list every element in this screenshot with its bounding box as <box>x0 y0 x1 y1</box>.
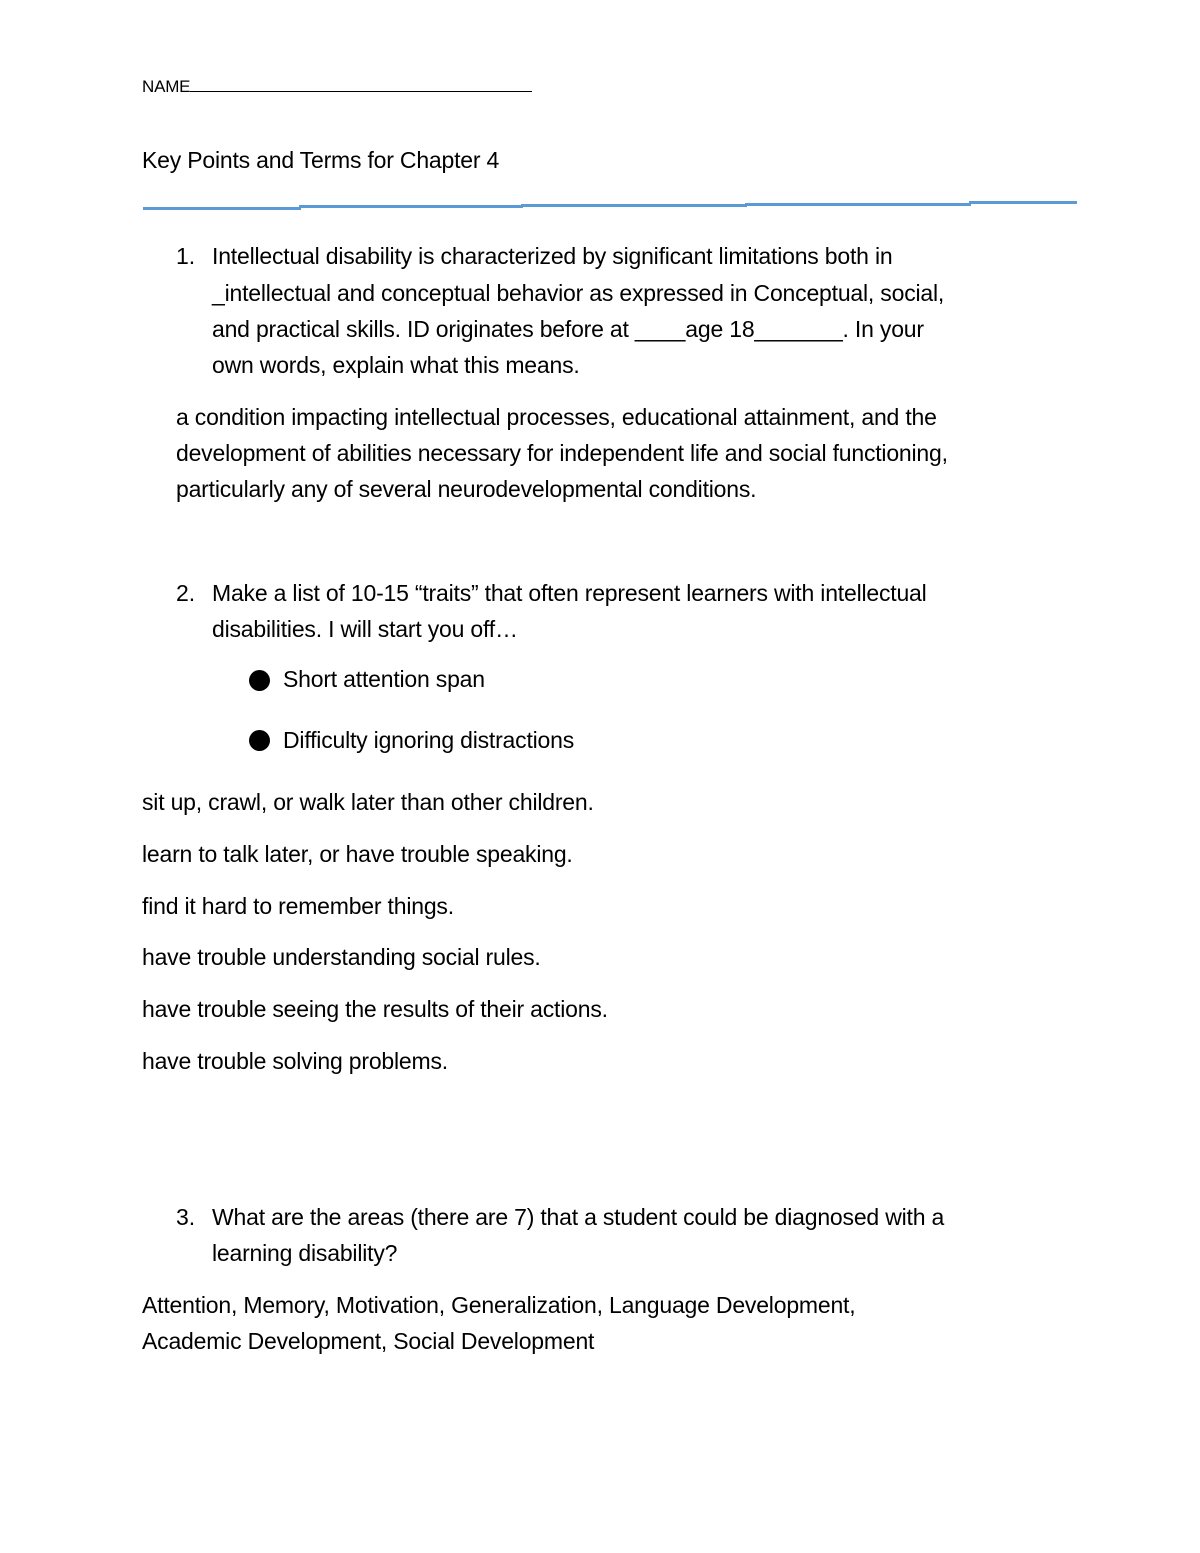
q1-line: _intellectual and conceptual behavior as expressed in Conceptual, social, <box>212 280 945 306</box>
q1-number: 1. <box>176 243 196 269</box>
name-blank-line <box>190 73 532 92</box>
q2-line: disabilities. I will start you off… <box>212 616 518 642</box>
q2-answer: find it hard to remember things. <box>142 893 454 919</box>
bullet-icon <box>249 670 270 691</box>
q1-answer-line: a condition impacting intellectual processes, educational attainment, and the <box>176 404 937 430</box>
q3-answer-line: Attention, Memory, Motivation, Generalization, Language Development, <box>142 1292 856 1318</box>
bullet-text: Short attention span <box>283 666 485 692</box>
q3-line: learning disability? <box>212 1240 398 1266</box>
q1-line: and practical skills. ID originates before at ____age 18_______. In your <box>212 316 924 342</box>
q2-answer: have trouble seeing the results of their actions. <box>142 996 608 1022</box>
name-label: NAME <box>142 77 191 96</box>
name-field <box>142 72 532 102</box>
q1-answer-line: development of abilities necessary for independent life and social functioning, <box>176 440 948 466</box>
q1-line: own words, explain what this means. <box>212 352 580 378</box>
q2-number: 2. <box>176 580 196 606</box>
q3-answer-line: Academic Development, Social Development <box>142 1328 595 1354</box>
q2-answer: learn to talk later, or have trouble speaking. <box>142 841 573 867</box>
q2-answer: have trouble understanding social rules. <box>142 944 541 970</box>
q2-answer: sit up, crawl, or walk later than other children. <box>142 789 594 815</box>
q3-number: 3. <box>176 1204 196 1230</box>
bullet-text: Difficulty ignoring distractions <box>283 727 575 753</box>
q3-line: What are the areas (there are 7) that a student could be diagnosed with a <box>212 1204 945 1230</box>
bullet-icon <box>249 730 270 751</box>
page-title: Key Points and Terms for Chapter 4 <box>142 147 500 173</box>
q2-answer: have trouble solving problems. <box>142 1048 448 1074</box>
q1-answer-line: particularly any of several neurodevelopmental conditions. <box>176 476 757 502</box>
q2-line: Make a list of 10-15 “traits” that often represent learners with intellectual <box>212 580 927 606</box>
q1-line: Intellectual disability is characterized by significant limitations both in <box>212 243 893 269</box>
